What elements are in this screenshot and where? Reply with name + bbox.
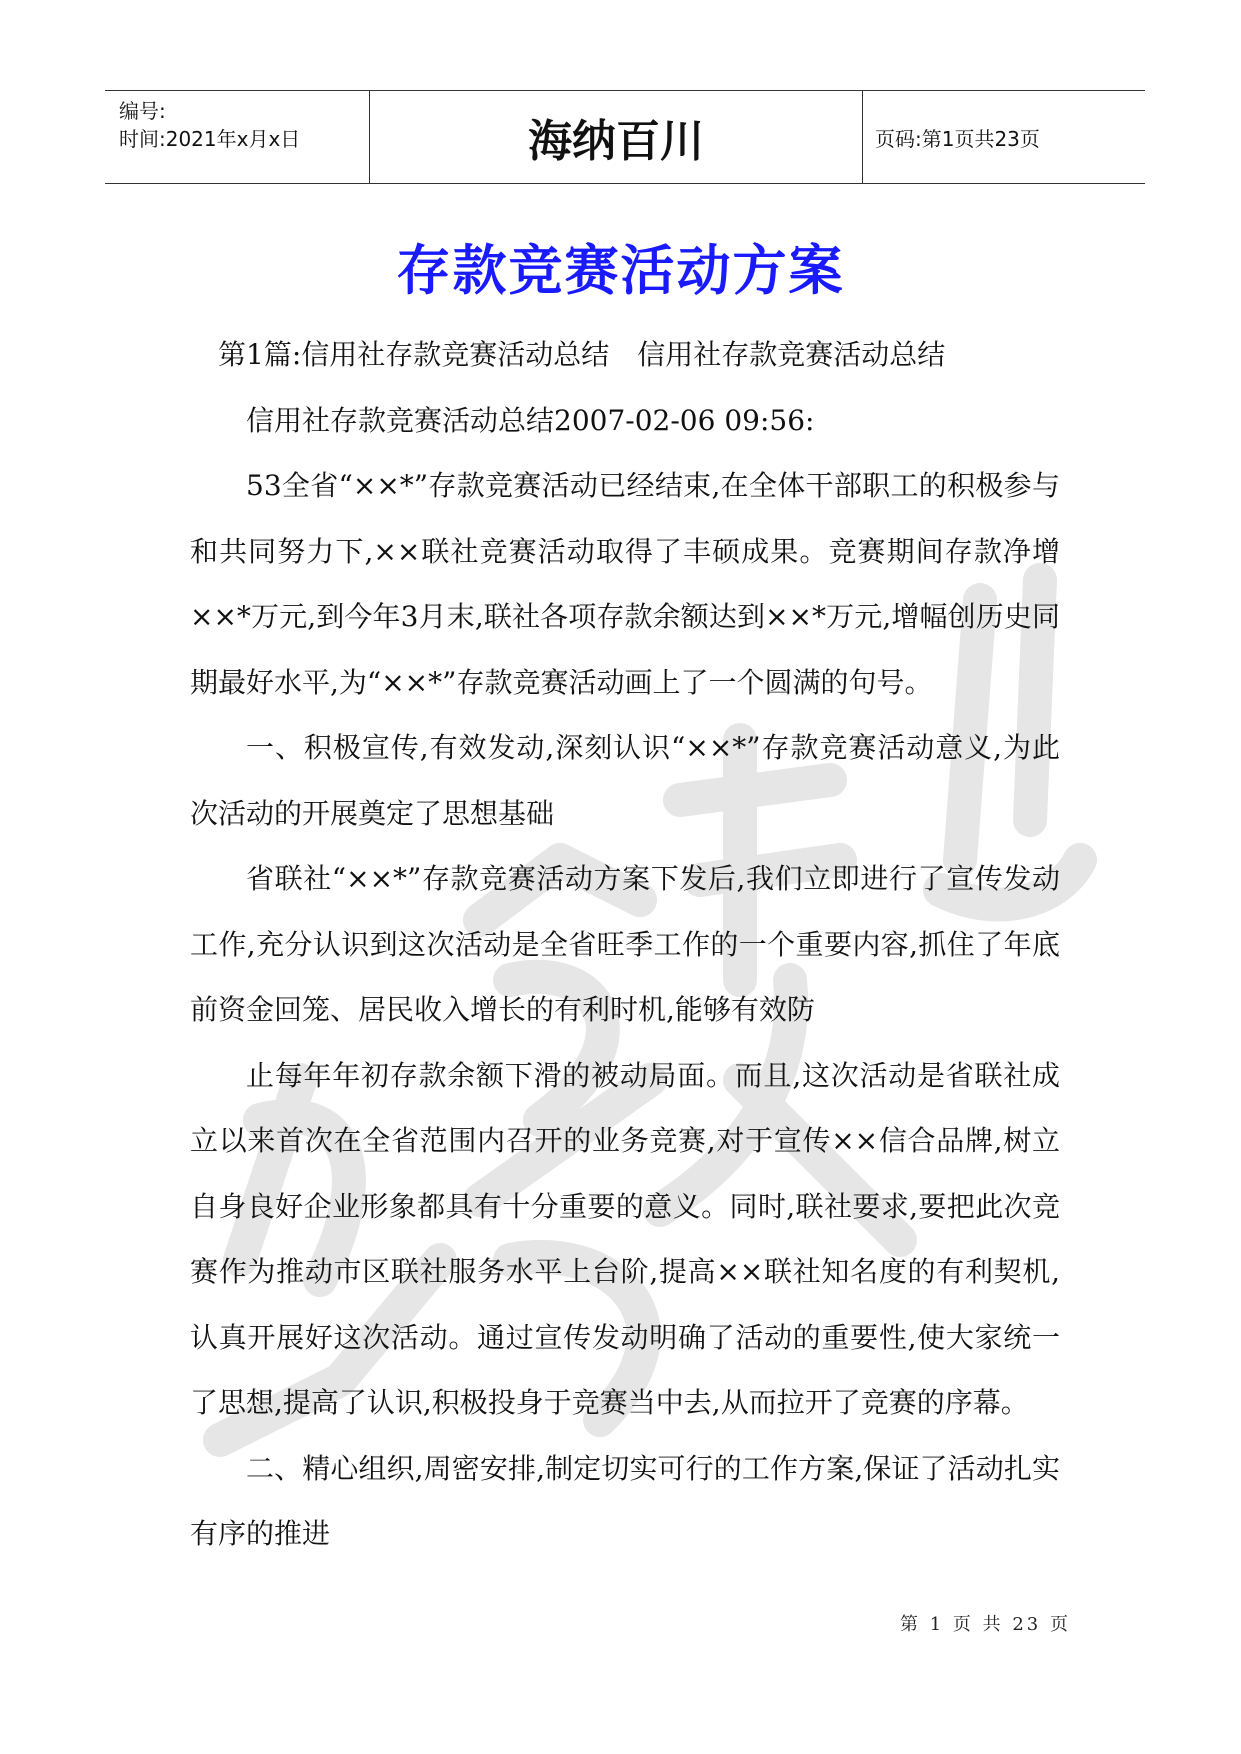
paragraph: 53全省“××*”存款竞赛活动已经结束,在全体干部职工的积极参与和共同努力下,××联社竞赛活动取得了丰硕成果。竞赛期间存款净增××*万元,到今年3月末,联社各项存款余额达到××*万元,增幅创历史同期最好水平,为“××*”存款竞赛活动画上了一个圆满的句号。: [190, 469, 1060, 699]
paragraph: 信用社存款竞赛活动总结2007-02-06 09:56:: [246, 403, 815, 437]
page-header: [105, 90, 1145, 184]
header-brand: 海纳百川: [370, 91, 863, 183]
paragraph: 止每年年初存款余额下滑的被动局面。而且,这次活动是省联社成立以来首次在全省范围内召开的业务竞赛,对于宣传××信合品牌,树立自身良好企业形象都具有十分重要的意义。同时,联社要求,要把此次竞赛作为推动市区联社服务水平上台阶,提高××联社知名度的有利契机,认真开展好这次活动。通过宣传发动明确了活动的重要性,使大家统一了思想,提高了认识,积极投身于竞赛当中去,从而拉开了竞赛的序幕。: [190, 1058, 1060, 1419]
paragraph: 第1篇:信用社存款竞赛活动总结 信用社存款竞赛活动总结: [218, 338, 946, 371]
paragraph: 省联社“××*”存款竞赛活动方案下发后,我们立即进行了宣传发动工作,充分认识到这次活动是全省旺季工作的一个重要内容,抓住了年底前资金回笼、居民收入增长的有利时机,能够有效防: [190, 862, 1060, 1026]
document-number-label: 编号:: [119, 99, 166, 123]
header-meta: [105, 91, 370, 183]
document-time-label: 时间:2021年x月x日: [119, 127, 301, 151]
paragraph: 一、积极宣传,有效发动,深刻认识“××*”存款竞赛活动意义,为此次活动的开展奠定了思想基础: [190, 731, 1060, 830]
document-body: [190, 322, 1060, 1567]
paragraph: 二、精心组织,周密安排,制定切实可行的工作方案,保证了活动扎实有序的推进: [190, 1451, 1060, 1550]
document-title: 存款竞赛活动方案: [396, 238, 845, 302]
header-page-info: 页码:第1页共23页: [875, 126, 1040, 151]
page-footer: 第 1 页 共 23 页: [900, 1614, 1071, 1635]
